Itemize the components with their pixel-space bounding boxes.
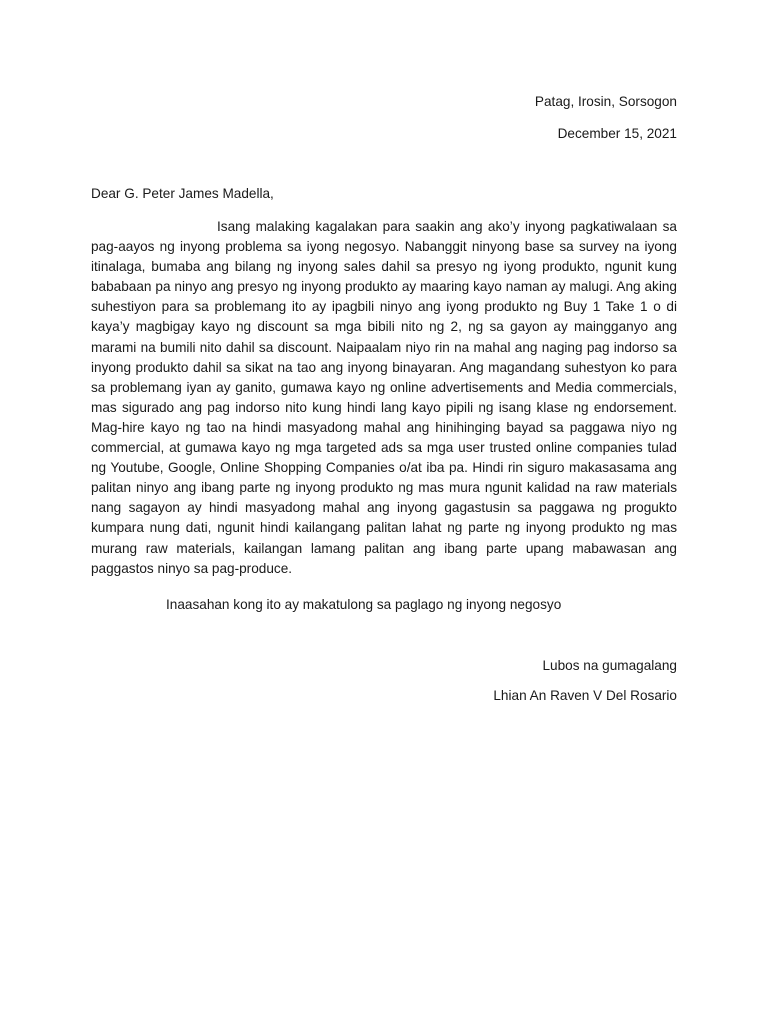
signature-name: Lhian An Raven V Del Rosario [493, 688, 677, 703]
sender-address: Patag, Irosin, Sorsogon [534, 94, 677, 109]
letter-date: December 15, 2021 [557, 126, 677, 141]
complimentary-close: Lubos na gumagalang [542, 658, 677, 673]
letter-body-paragraph: Isang malaking kagalakan para saakin ang ako’y inyong pagkatiwalaan sa pag-aayos ng inyong problema sa iyong negosyo. Nabanggit ninyong base sa survey na iyong itinalaga, bumaba ang bilang ng inyong sales dahil sa presyo ng iyong produkto, ngunit kung bababaan pa ninyo ang presyo ng inyong produkto ay maaring kayo naman ay malugi. Ang aking suhestiyon para sa problemang ito ay ipagbili ninyo ang iyong produkto ng Buy 1 Take 1 o di kaya’y magbigay kayo ng discount sa mga bibili nito ng 2, ng sa gayon ay maingganyo ang marami na bumili nito dahil sa discount. Naipaalam niyo rin na mahal ang naging pag indorso sa inyong produkto dahil sa sikat na tao ang inyong binayaran. Ang magandang suhestyon ko para sa problemang iyan ay ganito, gumawa kayo ng online advertisements and Media commercials, mas sigurado ang pag indorso nito kung hindi lang kayo pipili ng isang klase ng endorsement. Mag-hire kayo ng tao na hindi masyadong mahal ang hinihinging bayad sa paggawa niyo ng commercial, at gumawa kayo ng mga targeted ads sa mga user trusted online companies tulad ng Youtube, Google, Online Shopping Companies o/at iba pa. Hindi rin siguro makasasama ang palitan ninyo ang ibang parte ng inyong produkto ng mas mura ngunit kalidad na raw materials nang sagayon ay hindi masyadong mahal ang inyong gagastusin sa paggawa ng progukto kumpara nung dati, ngunit hindi kailangang palitan lahat ng parte ng inyong produkto ng mas murang raw materials, kailangan lamang palitan ang ibang parte upang mabawasan ang paggastos ninyo sa pag-produce. [91, 219, 677, 576]
closing-line: Inaasahan kong ito ay makatulong sa paglago ng inyong negosyo [166, 597, 562, 612]
salutation: Dear G. Peter James Madella, [91, 186, 274, 201]
